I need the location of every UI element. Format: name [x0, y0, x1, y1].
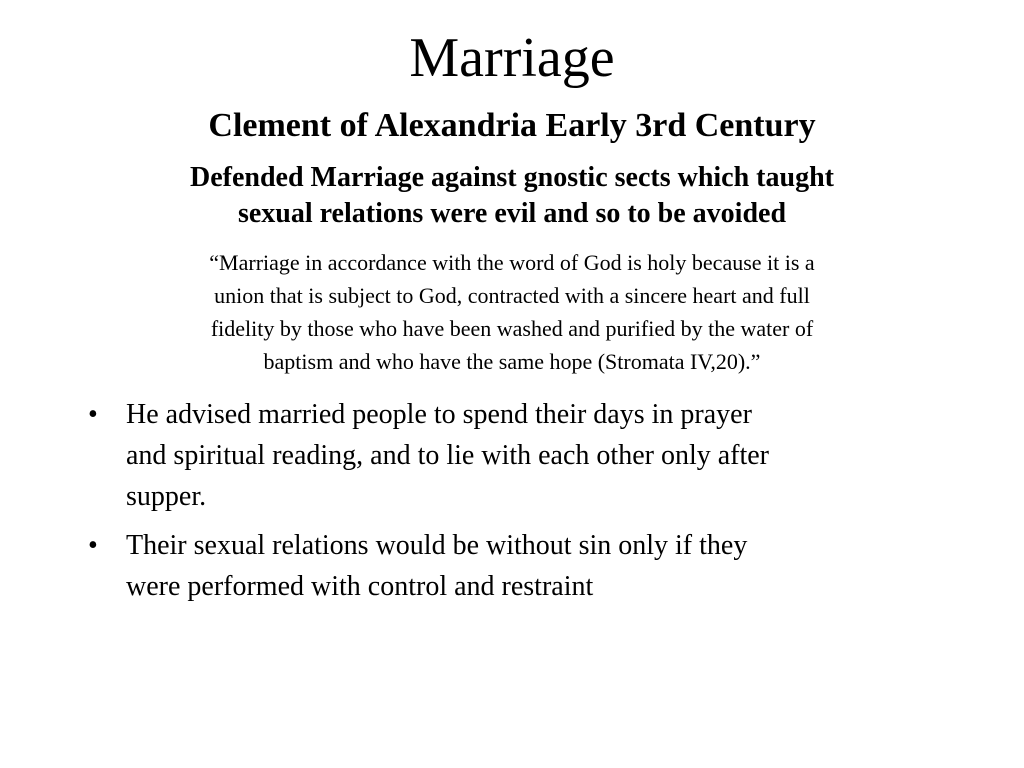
- lead-line: Defended Marriage against gnostic sects which taught: [190, 162, 834, 193]
- bullet-line: He advised married people to spend their days in prayer: [126, 399, 752, 430]
- bullet-line: Their sexual relations would be without sin only if they: [126, 530, 748, 561]
- bullet-line: supper.: [126, 481, 207, 512]
- bullet-item: [84, 525, 934, 607]
- quote-line: union that is subject to God, contracted with a sincere heart and full: [214, 283, 810, 308]
- bullet-list: [84, 394, 934, 615]
- lead-line: sexual relations were evil and so to be avoided: [237, 198, 787, 229]
- slide-title: Marriage: [409, 27, 615, 89]
- bullet-line: and spiritual reading, and to lie with each other only after: [126, 440, 770, 471]
- bullet-point-icon: •: [88, 530, 98, 561]
- quote-line: baptism and who have the same hope (Stromata IV,20).”: [263, 349, 761, 374]
- slide-subtitle: Clement of Alexandria Early 3rd Century: [208, 107, 816, 144]
- bullet-point-icon: •: [88, 399, 98, 430]
- bullet-line: were performed with control and restraint: [126, 571, 594, 602]
- quote-line: “Marriage in accordance with the word of God is holy because it is a: [209, 250, 815, 275]
- lead-paragraph: [114, 160, 910, 232]
- quote-paragraph: [114, 246, 910, 378]
- quote-line: fidelity by those who have been washed and purified by the water of: [210, 316, 814, 341]
- bullet-item: [84, 394, 934, 517]
